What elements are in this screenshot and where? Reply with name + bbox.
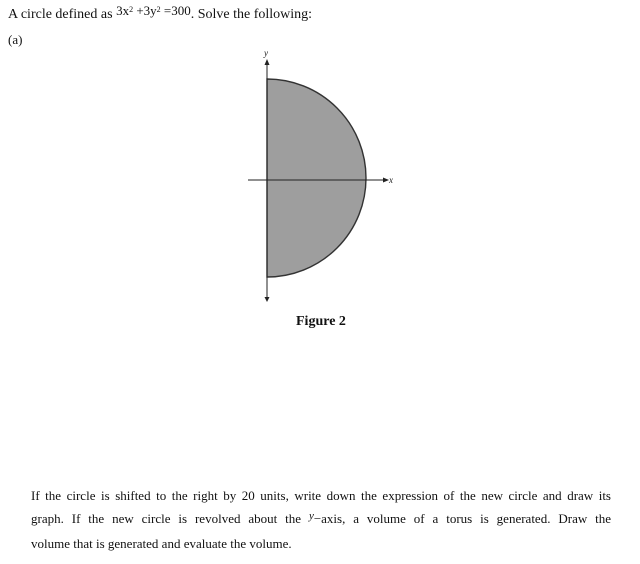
paragraph-line-2-start: graph. If the new circle is revolved about the — [31, 511, 302, 526]
equation-term-x: 3x — [116, 3, 130, 18]
y-variable: y — [308, 510, 314, 522]
paragraph-line-2-end: −axis, a volume of a torus is generated. Draw the — [313, 511, 612, 526]
paragraph-line-2 — [31, 507, 611, 532]
paragraph-line-3: volume that is generated and evaluate the volume. — [31, 536, 292, 551]
problem-outro: . Solve the following: — [190, 7, 313, 22]
problem-intro: A circle defined as — [8, 7, 113, 22]
equation-term-y: +3y — [133, 3, 157, 18]
part-label: (a) — [8, 32, 23, 47]
y-axis-label: y — [264, 48, 268, 58]
x-axis-label: x — [389, 175, 393, 185]
figure-caption: Figure 2 — [296, 314, 346, 329]
equation-exponent-x: 2 — [129, 5, 134, 14]
question-paragraph — [31, 484, 611, 555]
paragraph-line-1: If the circle is shifted to the right by 20 units, write down the expression of the new circle and draw its — [31, 488, 611, 503]
equation-rhs: =300 — [160, 3, 191, 18]
semicircle-region — [267, 79, 366, 277]
y-axis-down-arrow — [265, 297, 270, 302]
equation-exponent-y: 2 — [156, 5, 161, 14]
